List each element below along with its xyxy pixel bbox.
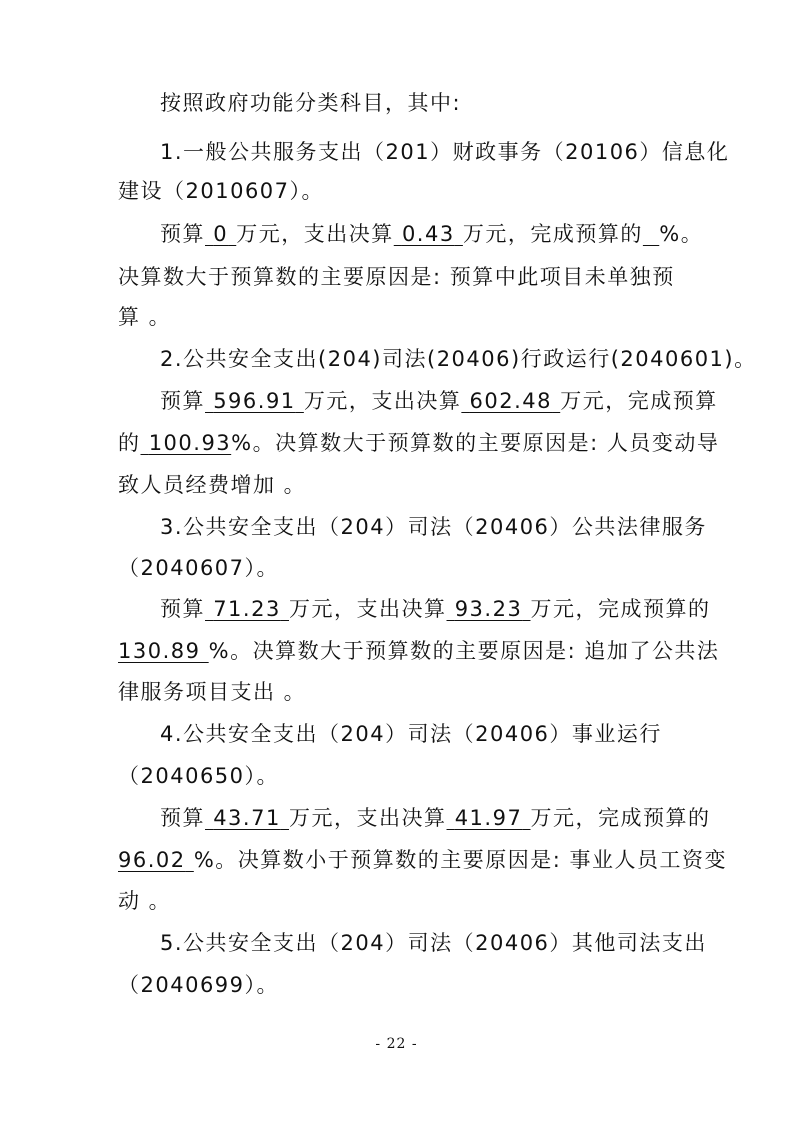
completion-rate: 96.02 [118,848,186,872]
percent-sign: %。 [659,222,704,246]
item-5-heading-line-1: 5.公共安全支出（204）司法（20406）其他司法支出 [160,931,707,955]
page-number: - 22 - [375,1036,418,1052]
completion-text: 万元，完成预算的 [462,222,643,246]
item-4-reason-line-2: 动 。 [118,889,172,913]
actual-value: 41.97 [454,806,523,830]
budget-label: 预算 [160,389,205,413]
actual-value: 0.43 [401,222,455,246]
item-1-reason-line-1: 决算数大于预算数的主要原因是: 预算中此项目未单独预 [118,265,675,289]
item-2-reason-line-2: 致人员经费增加 。 [118,473,307,497]
budget-value: 596.91 [213,389,296,413]
budget-label: 预算 [160,597,205,621]
de-text: 的 [118,431,141,455]
item-3-rate-line [118,636,719,666]
completion-text: 万元，完成预算的 [530,806,711,830]
budget-unit-text: 万元，支出决算 [289,806,447,830]
item-2-heading-line-1: 2.公共安全支出(204)司法(20406)行政运行(2040601)。 [160,347,757,371]
item-1-heading-line-1: 1.一般公共服务支出（201）财政事务（20106）信息化 [160,140,730,164]
item-1-heading-line-2: 建设（2010607）。 [118,179,325,203]
item-4-rate-line [118,845,727,875]
actual-value: 602.48 [469,389,553,413]
budget-label: 预算 [160,222,205,246]
item-2-budget-line [160,386,718,416]
reason-text: %。决算数大于预算数的主要原因是: 人员变动导 [231,431,720,455]
item-2-rate-line [118,428,719,458]
item-3-heading-line-1: 3.公共安全支出（204）司法（20406）公共法律服务 [160,515,707,539]
item-4-heading-line-2: （2040650）。 [118,764,280,788]
budget-unit-text: 万元，支出决算 [303,389,462,413]
completion-text: 万元，完成预算的 [530,597,711,621]
budget-unit-text: 万元，支出决算 [289,597,447,621]
item-4-budget-line [160,803,711,833]
budget-value: 0 [213,222,229,246]
item-3-heading-line-2: （2040607）。 [118,556,280,580]
completion-rate [643,222,659,246]
budget-unit-text: 万元，支出决算 [236,222,394,246]
item-3-budget-line [160,594,711,624]
completion-rate: 130.89 [118,639,201,663]
reason-text: %。决算数小于预算数的主要原因是: 事业人员工资变 [193,848,728,872]
completion-rate: 100.93 [148,431,232,455]
item-4-heading-line-1: 4.公共安全支出（204）司法（20406）事业运行 [160,722,662,746]
actual-value: 93.23 [454,597,523,621]
budget-label: 预算 [160,806,205,830]
item-3-reason-line-2: 律服务项目支出 。 [118,680,307,704]
budget-value: 71.23 [213,597,281,621]
item-5-heading-line-2: （2040699）。 [118,973,280,997]
item-1-budget-line [160,219,703,249]
item-1-reason-line-2: 算 。 [118,305,172,329]
completion-text: 万元，完成预算 [560,389,718,413]
budget-value: 43.71 [213,806,281,830]
intro-paragraph: 按照政府功能分类科目，其中: [160,91,462,115]
reason-text: %。决算数大于预算数的主要原因是: 追加了公共法 [208,639,720,663]
